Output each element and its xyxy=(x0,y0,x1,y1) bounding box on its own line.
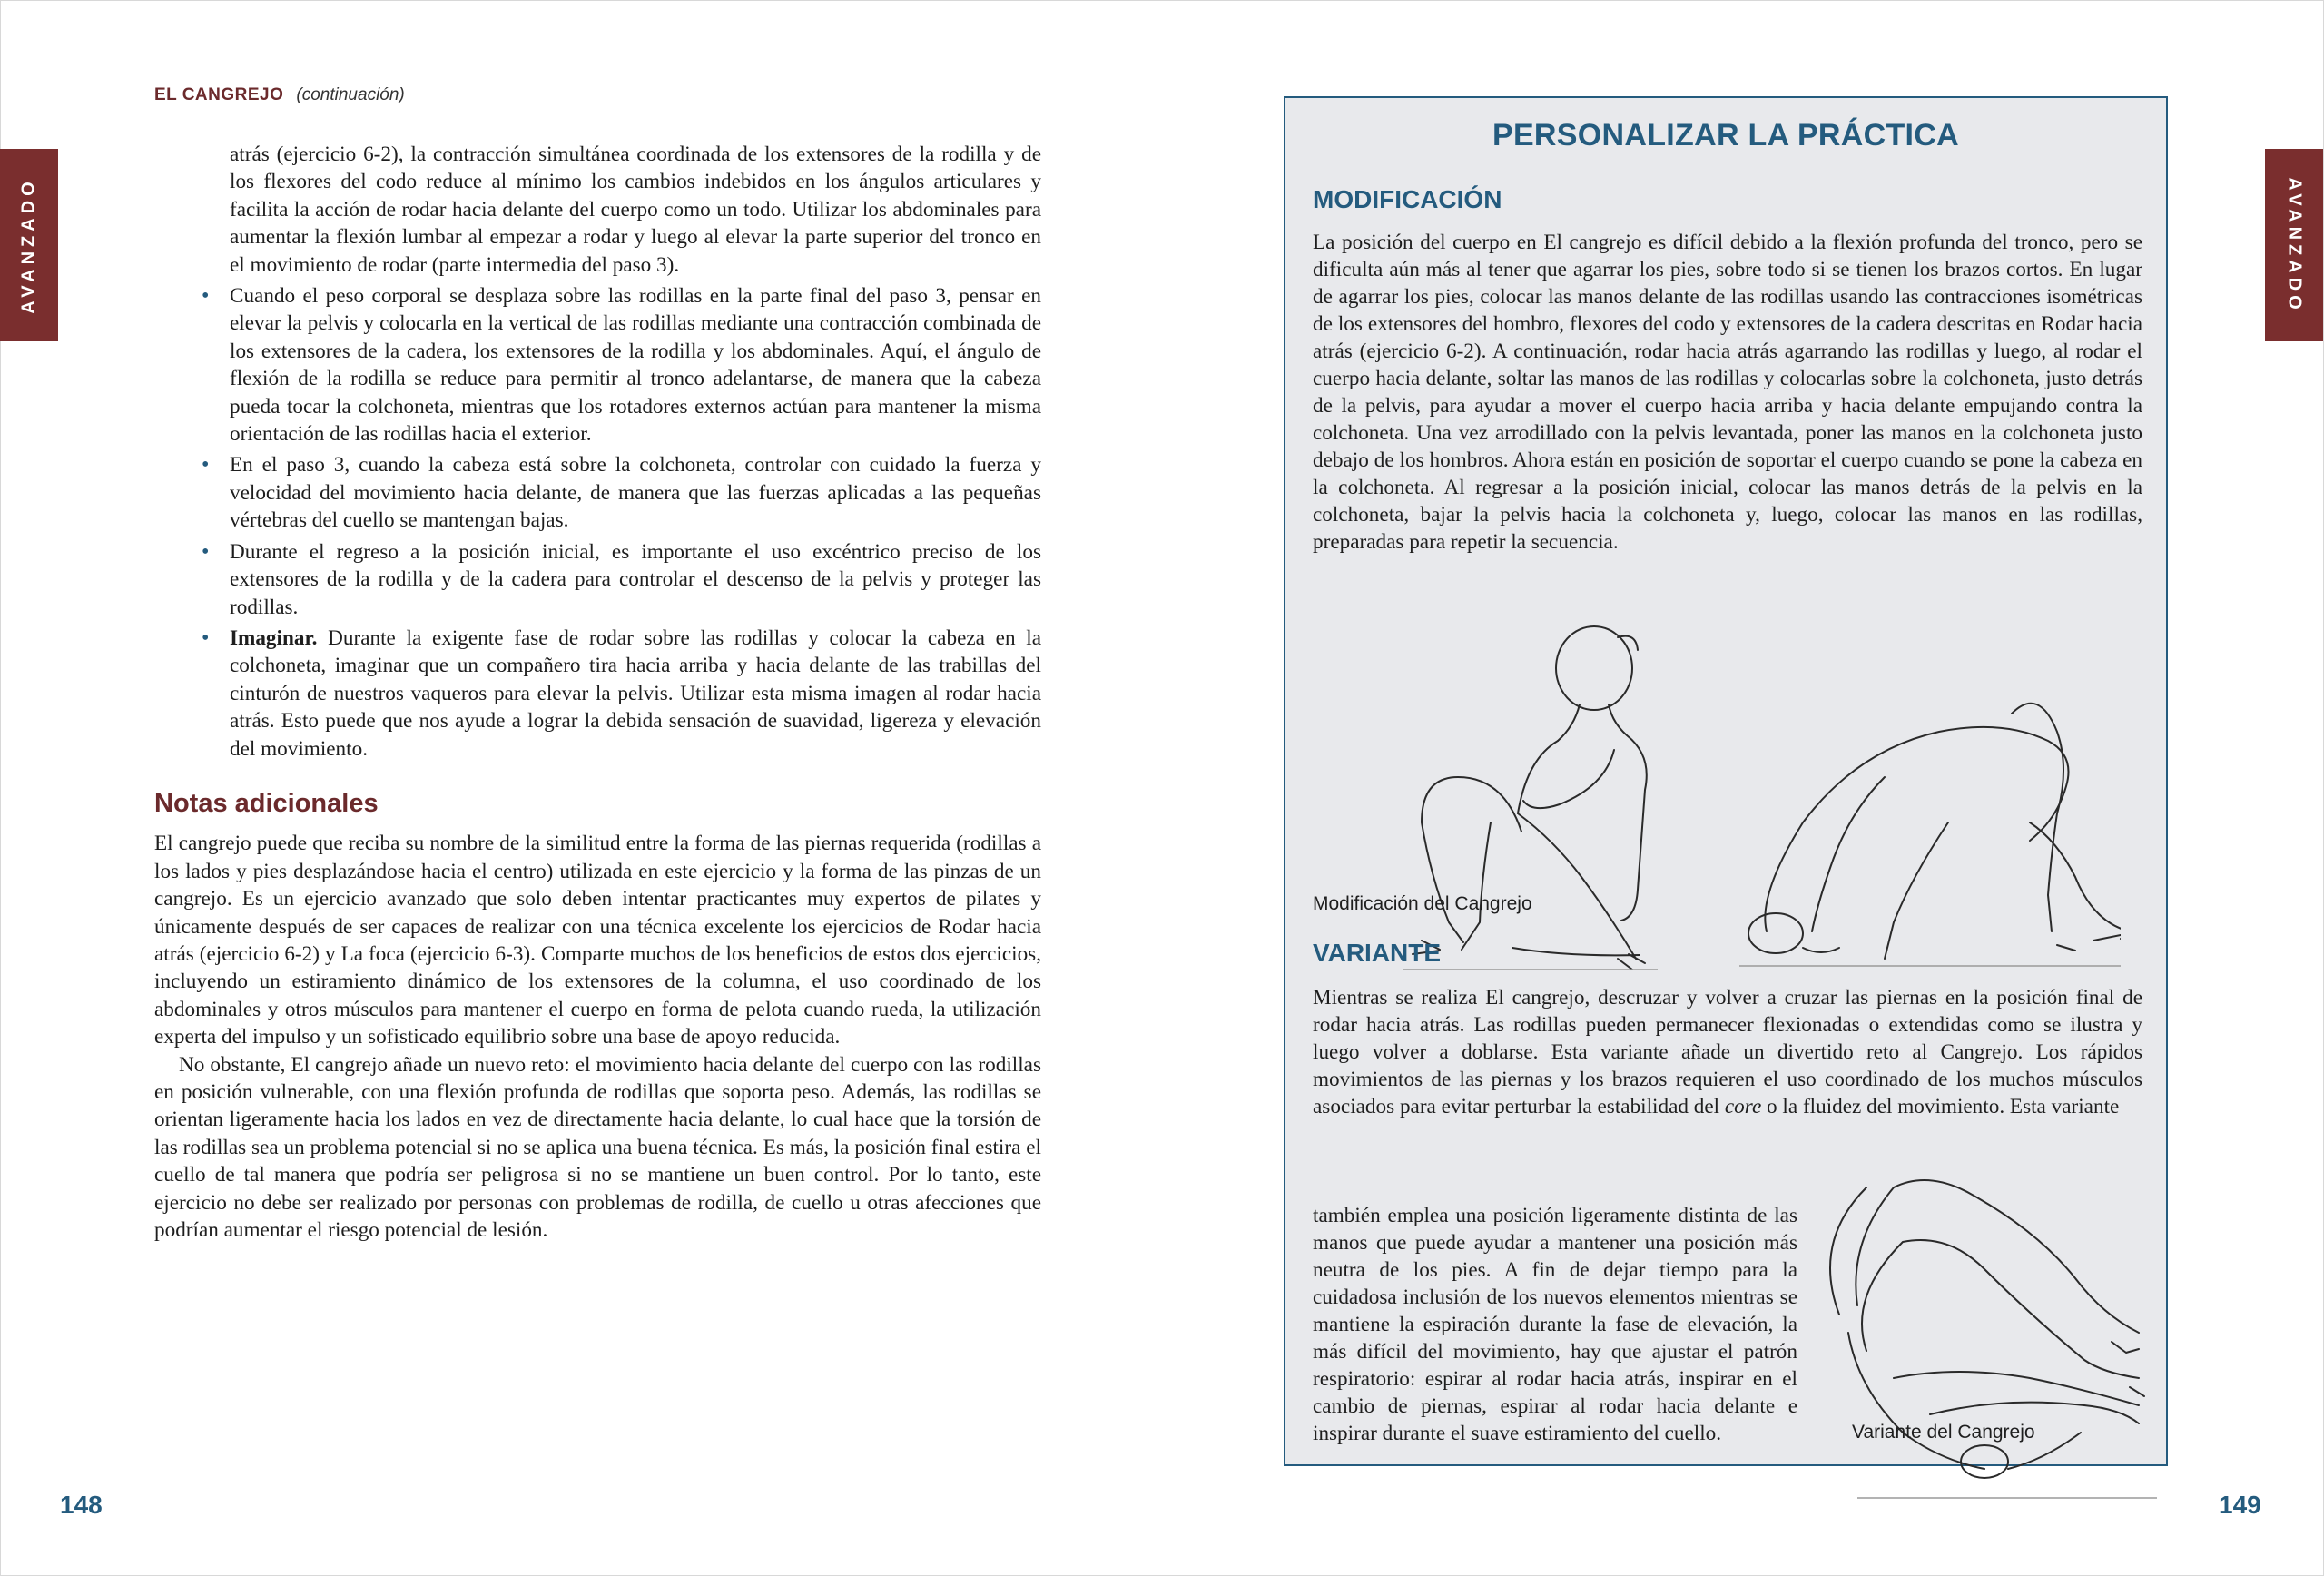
variant-figure-illustration xyxy=(1803,1169,2157,1514)
bullet-icon: • xyxy=(202,625,210,650)
notes-paragraph-1: El cangrejo puede que reciba su nombre de la similitud entre la forma de las piernas requerida (rodillas a los lados y pies desplazándose hacia el centro) utilizada en este ejercicio y la forma de las pinzas de un cangrejo. Es un ejercicio avanzado que solo deben intentar practicantes muy expertos de pilates y únicamente después de ser capaces de realizar con una técnica excelente los ejercicios de Rodar hacia atrás (ejercicio 6-2) y La foca (ejercicio 6-3). Comparte muchos de los beneficios de estos dos ejercicios, incluyendo un estiramiento dinámico de los extensores de la columna, el uso coordinado de los abdominales y otros músculos para mantener el cuerpo en forma de pelota cuando rueda, la utilización experta del impulso y un sofisticado equilibrio sobre una base de apoyo reducida. xyxy=(154,832,1041,1049)
imagine-label: Imaginar. xyxy=(230,625,318,650)
bullet-continuation xyxy=(154,141,1041,279)
variant-core-term: core xyxy=(1724,1095,1762,1118)
seated-figure-illustration xyxy=(1403,596,1658,977)
box-title: PERSONALIZAR LA PRÁCTICA xyxy=(1492,118,1960,153)
bullet-text: En el paso 3, cuando la cabeza está sobre la colchoneta, controlar con cuidado la fuerza y velocidad del movimiento hacia delante, de manera que las fuerzas aplicadas a las pequeñas vértebras del cuello se mantengan bajas. xyxy=(230,453,1041,533)
modification-caption: Modificación del Cangrejo xyxy=(1313,893,1532,914)
variant-text-wrapped: también emplea una posición ligeramente distinta de las manos que puede ayudar a mantener una posición más neutra de los pies. A fin de dejar tiempo para la cuidadosa inclusión de los nuevos elementos mientras se mantiene la espiración durante la fase de elevación, la más difícil del movimiento, hay que ajustar el patrón respiratorio: espirar al rodar hacia atrás, inspirar en el cambio de piernas, espirar al rodar hacia delante e inspirar durante el suave estiramiento del cuello. xyxy=(1313,1204,1797,1445)
notes-paragraph-2: No obstante, El cangrejo añade un nuevo reto: el movimiento hacia delante del cuerpo con las rodillas en posición vulnerable, con una flexión profunda de rodillas que soporta peso. Además, las rodillas se orientan ligeramente hacia los lados en vez de directamente hacia delante, lo cual hace que la torsión de las rodillas sea un problema potencial si no se aplica una buena técnica. Es más, la posición final estira el cuello de tal manera que podría ser peligrosa si no se mantiene un buen control. Por lo tanto, este ejercicio no debe ser realizado por personas con problemas de rodilla, de cuello u otras afecciones que podrían aumentar el riesgo potencial de lesión. xyxy=(154,1052,1041,1243)
side-tab-left-label: AVANZADO xyxy=(18,176,39,314)
bullet-icon: • xyxy=(202,284,210,309)
page-number-right: 149 xyxy=(2219,1491,2261,1519)
notes-heading: Notas adicionales xyxy=(154,788,379,818)
modification-heading: MODIFICACIÓN xyxy=(1313,185,1502,213)
running-head-title: EL CANGREJO xyxy=(154,85,284,104)
imagine-text: Durante la exigente fase de rodar sobre las rodillas y colocar la cabeza en la colchoneta, imaginar que un compañero tira hacia arriba y hacia delante de las trabillas del cinturón de nuestros vaqueros para elevar la pelvis. Utilizar esta misma imagen al rodar hacia atrás. Esto puede que nos ayude a lograr la debida sensación de suavidad, ligereza y elevación del movimiento. xyxy=(230,625,1041,761)
side-tab-right xyxy=(2265,149,2323,341)
variant-text xyxy=(1313,984,2142,1120)
bullet-item xyxy=(154,451,1041,534)
practice-box xyxy=(1284,96,2168,1466)
variant-text-b: o la fluidez del movimiento. Esta variante xyxy=(1761,1095,2120,1118)
bullet-list xyxy=(154,141,1041,763)
left-column xyxy=(154,141,1041,1244)
bullet-icon: • xyxy=(202,453,210,478)
bullet-text: Durante el regreso a la posición inicial, es importante el uso excéntrico preciso de los extensores de la rodilla y de la cadera para controlar el descenso de la pelvis y proteger las rodillas. xyxy=(230,539,1041,619)
variant-text-a: Mientras se realiza El cangrejo, descruzar y volver a cruzar las piernas en la posición final de rodar hacia atrás. Las rodillas pueden permanecer flexionadas o extendidas como se ilustra y luego volver a doblarse. Esta variante añade un divertido reto al Cangrejo. Los rápidos movimientos de las piernas y los brazos requieren el uso coordinado de los muchos músculos asociados para evitar perturbar la estabilidad del xyxy=(1313,986,2142,1118)
running-head xyxy=(154,85,405,105)
page-number-left: 148 xyxy=(60,1491,103,1519)
forward-roll-illustration xyxy=(1739,677,2121,977)
modification-text: La posición del cuerpo en El cangrejo es difícil debido a la flexión profunda del tronco, pero se dificulta aún más al tener que agarrar los pies, sobre todo si se tienen los brazos cortos. En lugar de agarrar los pies, colocar las manos delante de las rodillas usando las contracciones isométricas de los extensores del hombro, flexores del codo y extensores de la cadera descritas en Rodar hacia atrás (ejercicio 6-2). A continuación, rodar hacia atrás agarrando las rodillas y luego, al rodar el cuerpo hacia delante, soltar las manos de las rodillas y colocarlas sobre la colchoneta, justo detrás de la pelvis, para ayudar a mover el cuerpo hacia arriba y hacia delante empujando contra la colchoneta. Una vez arrodillado con la pelvis levantada, poner las manos en la colchoneta justo debajo de los hombros. Ahora están en posición de soportar el cuerpo cuando se pone la cabeza en la colchoneta. Al regresar a la posición inicial, colocar las manos detrás de la pelvis en la colchoneta, bajar la pelvis hacia la colchoneta y, luego, colocar las manos en las rodillas, preparadas para repetir la secuencia. xyxy=(1313,231,2142,554)
side-tab-right-label: AVANZADO xyxy=(2284,176,2305,314)
side-tab-left xyxy=(0,149,58,341)
bullet-item xyxy=(154,282,1041,448)
bullet-item xyxy=(154,538,1041,621)
running-head-subtitle: (continuación) xyxy=(296,85,405,104)
bullet-text: Cuando el peso corporal se desplaza sobre las rodillas en la parte final del paso 3, pensar en elevar la pelvis y colocarla en la vertical de las rodillas mediante una contracción combinada de los extensores de la cadera, los extensores de la rodilla y los abdominales. Aquí, el ángulo de flexión de la rodilla se reduce para permitir al tronco adelantarse, de manera que la cabeza pueda tocar la colchoneta, mientras que los rotadores externos actúan para mantener la misma orientación de las rodillas hacia el exterior. xyxy=(230,284,1041,447)
variant-heading: VARIANTE xyxy=(1313,939,1442,967)
bullet-item xyxy=(154,625,1041,763)
variant-caption: Variante del Cangrejo xyxy=(1852,1422,2035,1443)
bullet-text: atrás (ejercicio 6-2), la contracción simultánea coordinada de los extensores de la rodilla y de los flexores del codo reduce al mínimo los cambios indebidos en los ángulos articulares y facilita la acción de rodar hacia delante del cuerpo como un todo. Utilizar los abdominales para aumentar la flexión lumbar al empezar a rodar y luego al elevar la parte superior del tronco en el movimiento de rodar (parte intermedia del paso 3). xyxy=(230,143,1041,277)
bullet-icon: • xyxy=(202,539,210,564)
